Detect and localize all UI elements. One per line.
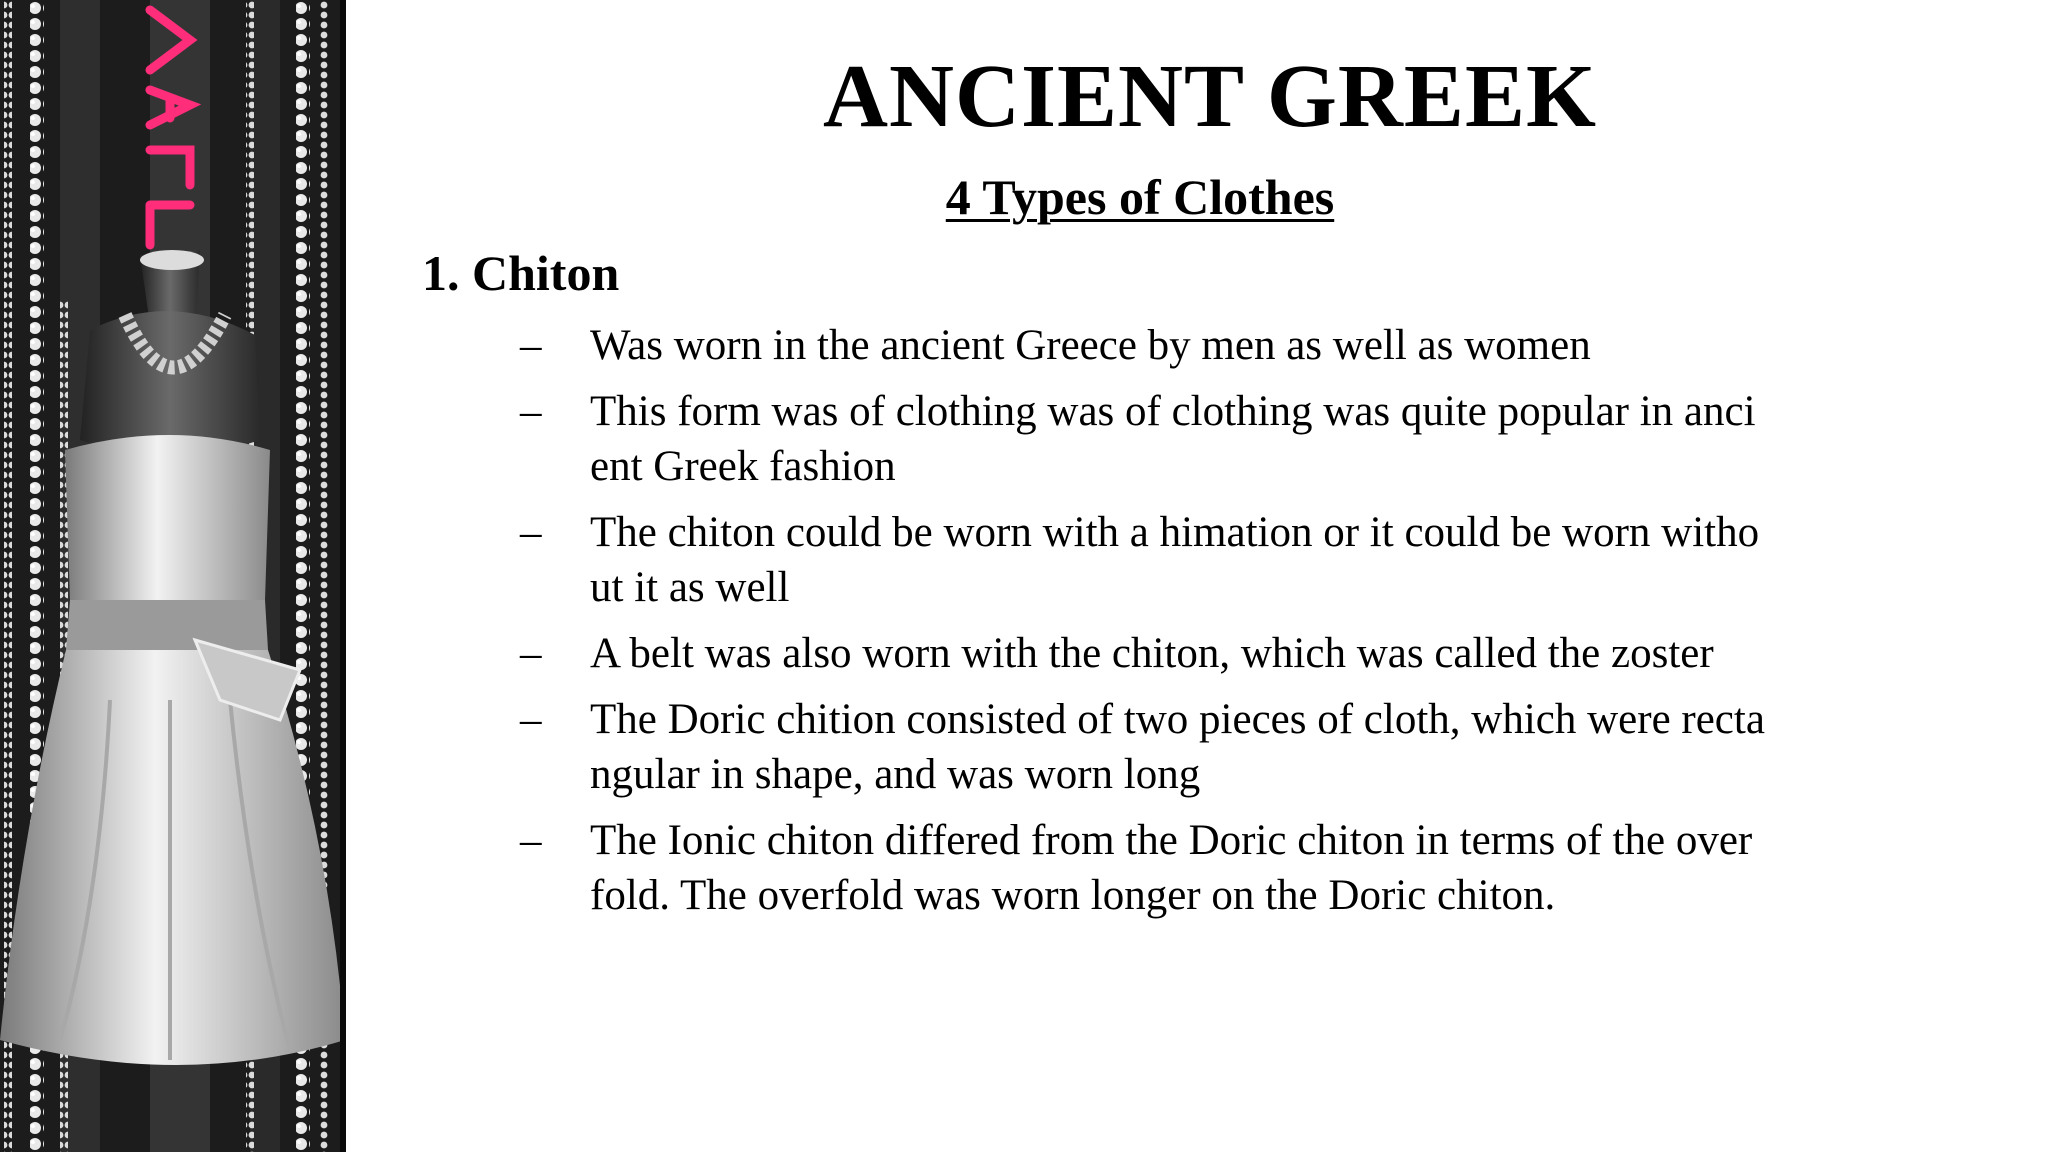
bullet-dash-icon: – — [520, 817, 542, 864]
bullet-item — [520, 626, 1860, 681]
bullet-dash-icon: – — [520, 322, 542, 369]
bullet-dash-icon: – — [520, 630, 542, 677]
bullet-text-line: The Ionic chiton differed from the Doric chiton in terms of the over — [590, 817, 1753, 864]
slide-title: ANCIENT GREEK — [822, 47, 1597, 146]
bullet-item — [520, 318, 1860, 373]
bullet-text-line: ent Greek fashion — [590, 443, 896, 490]
bullet-dash-icon: – — [520, 696, 542, 743]
bullet-text-line: This form was of clothing was of clothing was quite popular in anci — [590, 388, 1756, 435]
bullet-text-line: Was worn in the ancient Greece by men as well as women — [590, 322, 1591, 369]
bullet-text-line: fold. The overfold was worn longer on the Doric chiton. — [590, 872, 1556, 919]
bullet-dash-icon: – — [520, 388, 542, 435]
dress-mannequin-illustration — [0, 0, 346, 1152]
dress-mannequin-photo — [0, 0, 346, 1152]
bullet-text-line: The Doric chition consisted of two pieces of cloth, which were recta — [590, 696, 1765, 743]
bullet-text-line: ut it as well — [590, 564, 790, 611]
bullet-item — [520, 505, 1860, 615]
slide-subtitle: 4 Types of Clothes — [945, 169, 1335, 225]
bullet-list — [520, 318, 1860, 934]
bullet-text-line: ngular in shape, and was worn long — [590, 751, 1201, 798]
bullet-text-line: The chiton could be worn with a himation or it could be worn witho — [590, 509, 1760, 556]
bullet-text-line: A belt was also worn with the chiton, which was called the zoster — [590, 630, 1714, 677]
bullet-dash-icon: – — [520, 509, 542, 556]
bullet-item — [520, 692, 1860, 802]
bullet-item — [520, 813, 1860, 923]
bullet-item — [520, 384, 1860, 494]
section-heading: 1. Chiton — [422, 245, 620, 301]
